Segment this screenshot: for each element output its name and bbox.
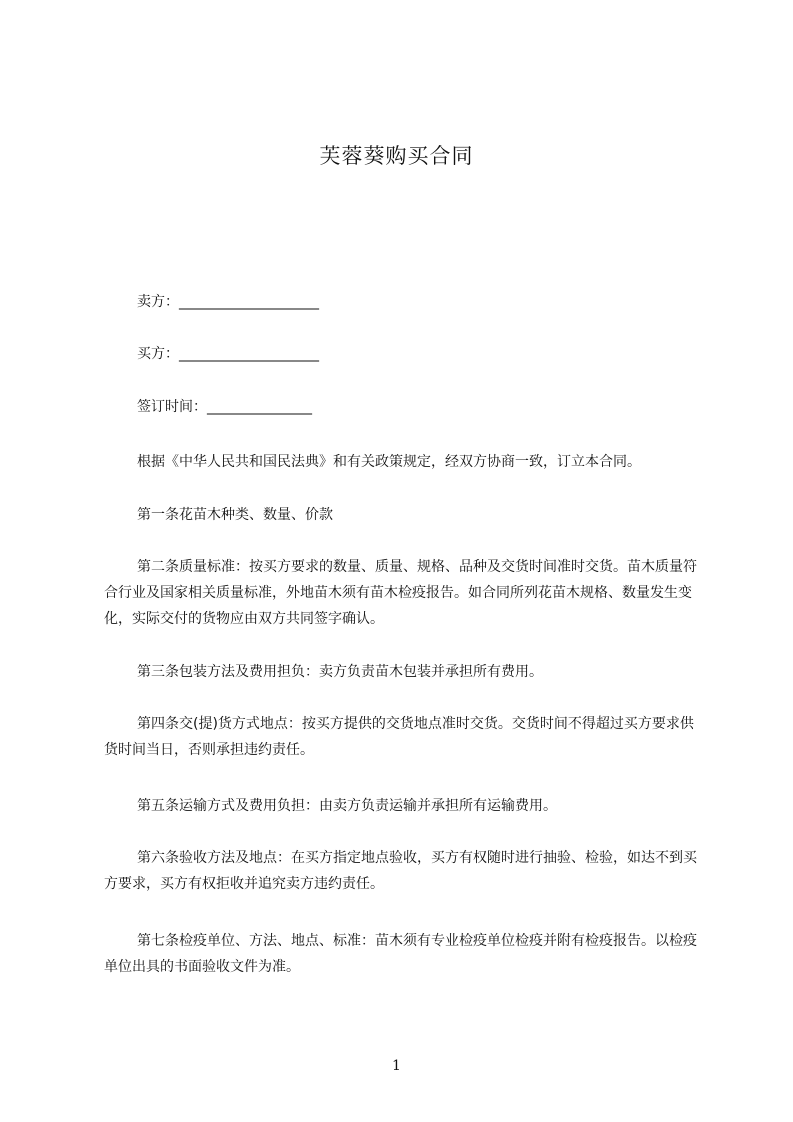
document-title: 芙蓉葵购买合同 — [319, 144, 474, 168]
page-number: 1 — [392, 1058, 401, 1074]
seller-blank[interactable]: ____________________ — [179, 294, 319, 310]
signing-date-label: 签订时间： — [137, 399, 207, 415]
seller-line — [137, 292, 319, 312]
seller-label: 卖方： — [137, 294, 179, 310]
buyer-blank[interactable]: ____________________ — [179, 346, 319, 362]
buyer-line — [137, 344, 319, 364]
clause-1: 第一条花苗木种类、数量、价款 — [137, 507, 333, 523]
clause-6: 第六条验收方法及地点：在买方指定地点验收，买方有权随时进行抽验、检验，如达不到买方要求，买方有权拒收并追究卖方违约责任。 — [104, 850, 697, 892]
signing-date-line — [137, 397, 312, 417]
preamble-paragraph: 根据《中华人民共和国民法典》和有关政策规定，经双方协商一致，订立本合同。 — [137, 454, 641, 470]
clause-7: 第七条检疫单位、方法、地点、标准：苗木须有专业检疫单位检疫并附有检疫报告。以检疫单位出具的书面验收文件为准。 — [104, 933, 697, 975]
clause-3: 第三条包装方法及费用担负：卖方负责苗木包装并承担所有费用。 — [137, 664, 543, 680]
buyer-label: 买方： — [137, 346, 179, 362]
clause-4: 第四条交(提)货方式地点：按买方提供的交货地点准时交货。交货时间不得超过买方要求供货时间当日，否则承担违约责任。 — [104, 716, 694, 758]
clause-2: 第二条质量标准：按买方要求的数量、质量、规格、品种及交货时间准时交货。苗木质量符合行业及国家相关质量标准，外地苗木须有苗木检疫报告。如合同所列花苗木规格、数量发生变化，实际交付的货物应由双方共同签字确认。 — [104, 559, 697, 627]
signing-date-blank[interactable]: _______________ — [207, 399, 312, 415]
clause-5: 第五条运输方式及费用负担：由卖方负责运输并承担所有运输费用。 — [137, 798, 557, 814]
